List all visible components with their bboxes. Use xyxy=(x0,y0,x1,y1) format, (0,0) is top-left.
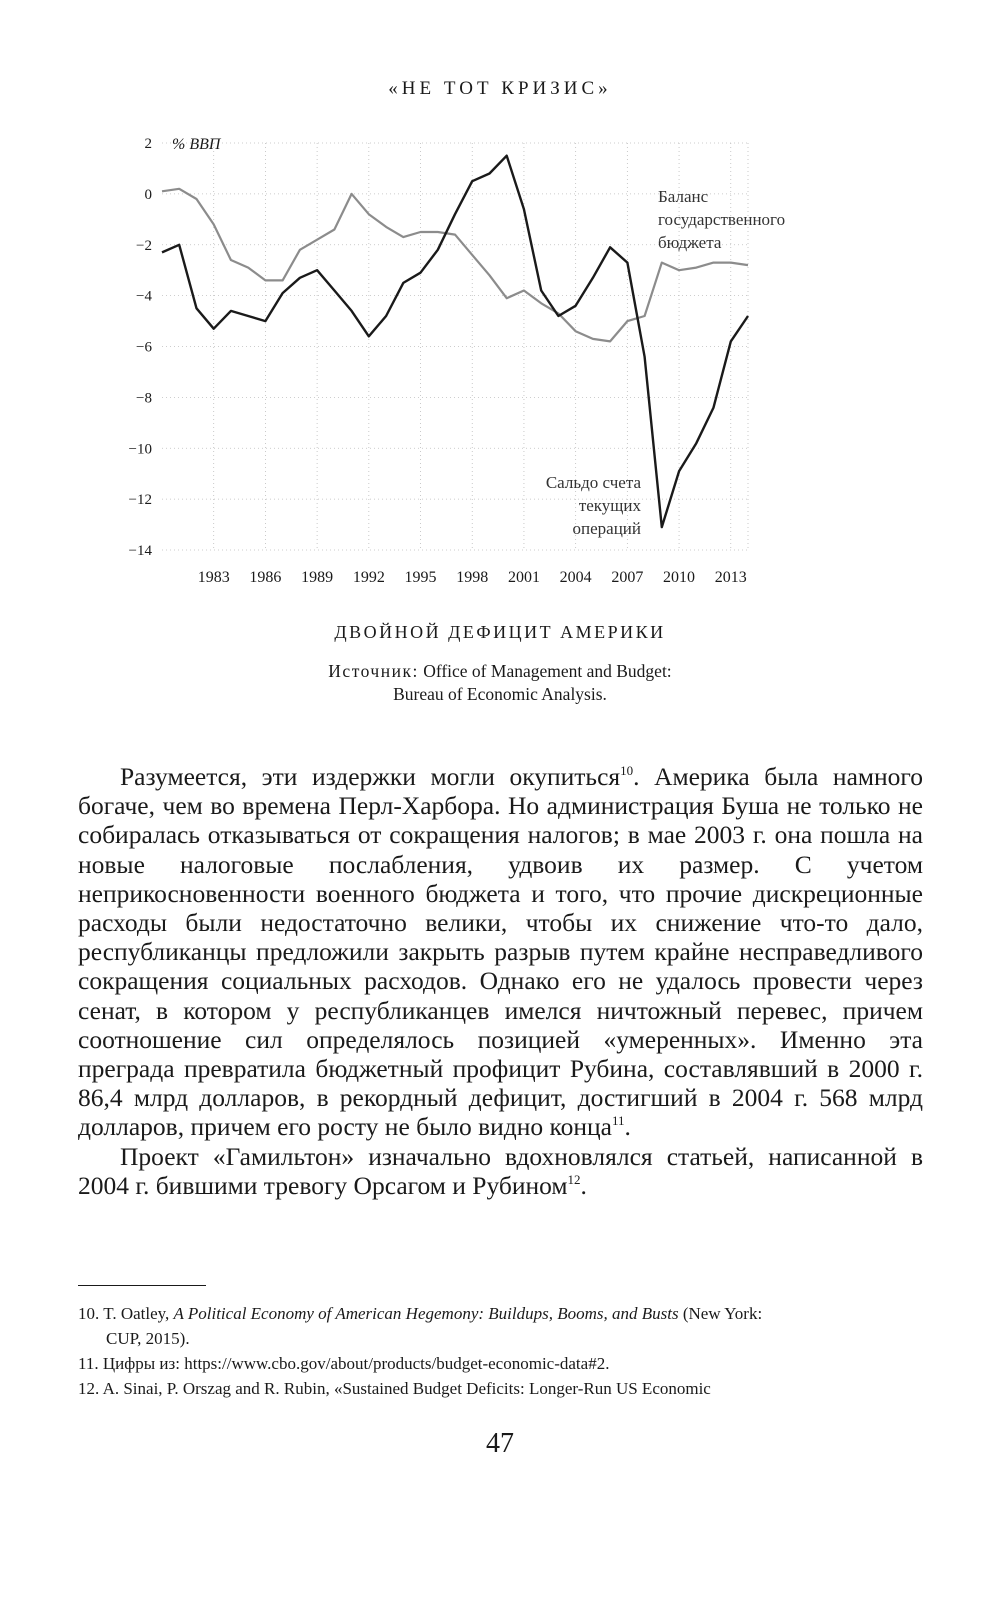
series-label: бюджета xyxy=(658,233,722,252)
source-label: Источник: xyxy=(328,661,419,681)
y-tick-label: −14 xyxy=(128,543,152,559)
y-tick-label: −12 xyxy=(128,492,152,509)
footnote-ref-10[interactable]: 10 xyxy=(620,763,634,778)
y-tick-label: −4 xyxy=(136,288,152,305)
x-tick-label: 2007 xyxy=(611,569,644,586)
y-tick-label: −6 xyxy=(136,339,152,356)
y-tick-label: 2 xyxy=(144,136,152,152)
series-label: текущих xyxy=(578,496,641,515)
footnote-divider xyxy=(78,1285,206,1286)
x-tick-label: 1992 xyxy=(352,569,385,586)
paragraph-2: Проект «Гамильтон» изначально вдохновлялся статьей, написанной в 2004 г. бившими тревогу Орсагом и Рубином$^{12}$. xyxy=(78,1141,923,1200)
running-title: «НЕ ТОТ КРИЗИС» xyxy=(388,78,612,99)
footnote-ref-11[interactable]: 11 xyxy=(611,1113,625,1129)
footnote-10-cont: CUP, 2015). xyxy=(106,1329,190,1348)
series-label: Баланс xyxy=(658,187,709,206)
x-tick-label: 1998 xyxy=(456,569,489,586)
source-line-1: Office of Management and Budget: xyxy=(423,661,672,681)
footnotes xyxy=(78,1301,834,1401)
x-tick-label: 2010 xyxy=(663,569,696,586)
y-tick-label: −8 xyxy=(136,390,152,407)
footnote-ref-12[interactable]: 12 xyxy=(567,1171,581,1187)
y-axis-label: % ВВП xyxy=(172,136,221,153)
source-line-2: Bureau of Economic Analysis. xyxy=(393,684,607,704)
page-number: 47 xyxy=(486,1428,514,1459)
footnote-12: 12. A. Sinai, P. Orszag and R. Rubin, «Sustained Budget Deficits: Longer-Run US Economic xyxy=(78,1379,711,1398)
x-tick-label: 1995 xyxy=(404,569,437,586)
x-tick-label: 1989 xyxy=(301,569,334,586)
x-tick-label: 2001 xyxy=(507,569,540,586)
series-label: операций xyxy=(572,519,641,538)
series-labels xyxy=(546,187,785,538)
x-tick-label: 2013 xyxy=(714,569,747,586)
figure-source xyxy=(250,660,750,706)
y-tick-label: 0 xyxy=(144,186,152,203)
body-text xyxy=(78,762,923,1200)
x-tick-label: 1986 xyxy=(249,569,282,586)
y-tick-label: −10 xyxy=(128,441,152,458)
x-tick-label: 1983 xyxy=(197,569,230,586)
y-tick-label: −2 xyxy=(136,237,152,254)
figure-title: ДВОЙНОЙ ДЕФИЦИТ АМЕРИКИ xyxy=(334,622,666,642)
footnote-11: 11. Цифры из: https://www.cbo.gov/about/products/budget-economic-data#2. xyxy=(78,1354,610,1373)
x-axis-ticks xyxy=(198,569,747,586)
y-axis-ticks xyxy=(129,136,153,559)
series-label: Сальдо счета xyxy=(545,473,641,492)
paragraph-1: Разумеется, эти издержки могли окупиться$^{10}$. Америка была намного богаче, чем во времена Перл-Харбора. Но администрация Буша не только не собиралась отказываться от сокращения налогов; в мае 2003 г. она пошла на новые налоговые послабления, удвоив их размер. С учетом неприкосновенности военного бюджета и того, что прочие дискреционные расходы были недостаточно велики, чтобы их снижение что-то дало, республиканцы предложили закрыть разрыв путем крайне несправедливого сокращения социальных расходов. Однако его не удалось провести через сенат, в котором у республиканцев имелся ничтожный перевес, причем соотношение сил определялось позицией «умеренных». Именно эта преграда превратила бюджетный профицит Рубина, составлявший в 2000 г. 86,4 млрд долларов, в рекордный дефицит, достигший в 2004 г. 568 млрд долларов, причем его росту не было видно конца$^{11}$. xyxy=(78,762,924,1142)
twin-deficit-chart xyxy=(0,120,1000,600)
series-label: государственного xyxy=(658,210,786,229)
footnote-10: 10. T. Oatley, A Political Economy of American Hegemony: Buildups, Booms, and Busts (New York: xyxy=(78,1304,763,1323)
x-tick-label: 2004 xyxy=(559,569,592,586)
